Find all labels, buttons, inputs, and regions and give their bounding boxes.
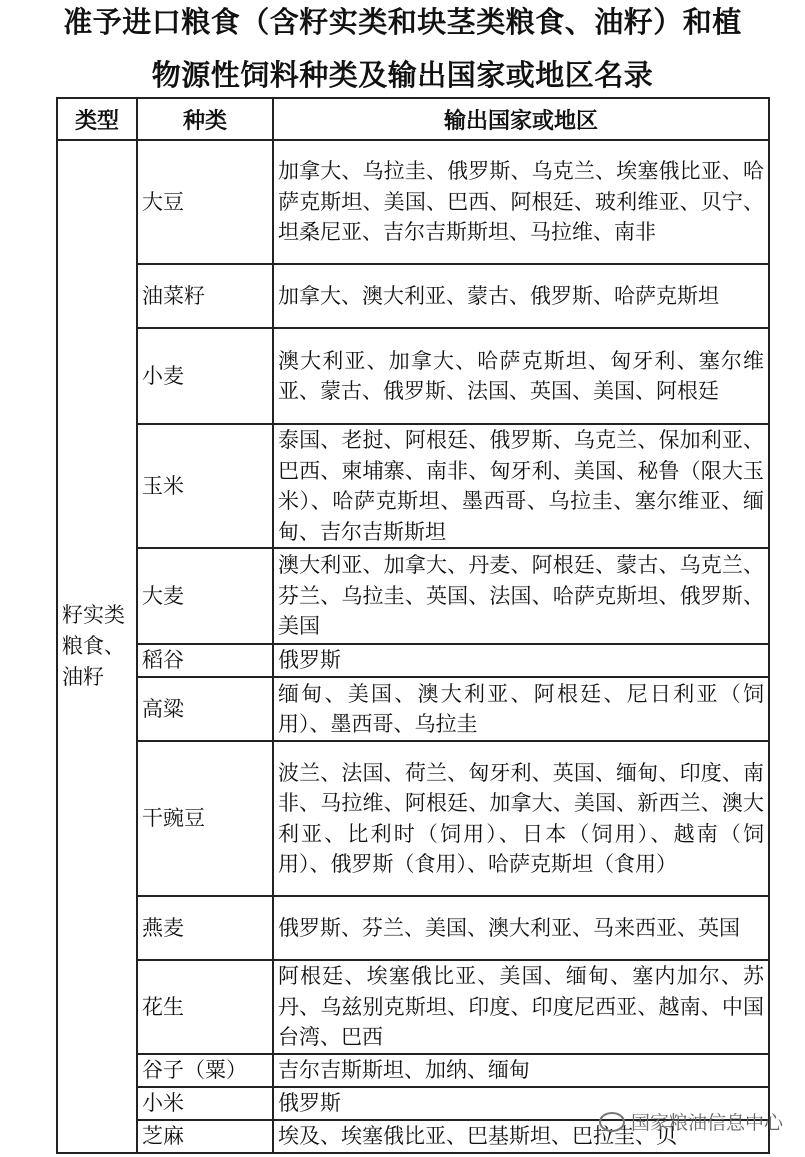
page-title-line-1: 准予进口粮食（含籽实类和块茎类粮食、油籽）和植	[63, 5, 742, 39]
table-row	[57, 1054, 769, 1087]
countries-cell: 阿根廷、埃塞俄比亚、美国、缅甸、塞内加尔、苏丹、乌兹别克斯坦、印度、印度尼西亚、越南、中国台湾、巴西	[273, 960, 769, 1054]
category-cell: 谷子（粟）	[137, 1054, 273, 1087]
category-cell: 油菜籽	[137, 264, 273, 328]
table-row	[57, 896, 769, 960]
table-row	[57, 264, 769, 328]
table-row	[57, 644, 769, 677]
countries-cell: 泰国、老挝、阿根廷、俄罗斯、乌克兰、保加利亚、巴西、柬埔寨、南非、匈牙利、美国、秘鲁（限大玉米）、哈萨克斯坦、墨西哥、乌拉圭、塞尔维亚、缅甸、吉尔吉斯斯坦	[273, 424, 769, 548]
header-type: 类型	[57, 98, 137, 140]
countries-cell: 埃及、埃塞俄比亚、巴基斯坦、巴拉圭、贝	[273, 1120, 769, 1153]
category-cell: 花生	[137, 960, 273, 1054]
table-row	[57, 741, 769, 896]
countries-cell: 加拿大、乌拉圭、俄罗斯、乌克兰、埃塞俄比亚、哈萨克斯坦、美国、巴西、阿根廷、玻利维亚、贝宁、坦桑尼亚、吉尔吉斯斯坦、马拉维、南非	[273, 140, 769, 264]
table-row	[57, 677, 769, 741]
countries-cell: 加拿大、澳大利亚、蒙古、俄罗斯、哈萨克斯坦	[273, 264, 769, 328]
category-cell: 高粱	[137, 677, 273, 741]
countries-cell: 俄罗斯	[273, 644, 769, 677]
category-cell: 小麦	[137, 328, 273, 424]
header-countries: 输出国家或地区	[273, 98, 769, 140]
category-cell: 大麦	[137, 548, 273, 644]
table-row	[57, 328, 769, 424]
countries-cell: 澳大利亚、加拿大、丹麦、阿根廷、蒙古、乌克兰、芬兰、乌拉圭、英国、法国、哈萨克斯坦、俄罗斯、美国	[273, 548, 769, 644]
countries-cell: 吉尔吉斯斯坦、加纳、缅甸	[273, 1054, 769, 1087]
type-cell: 籽实类粮食、油籽	[57, 140, 137, 1153]
header-category: 种类	[137, 98, 273, 140]
category-cell: 玉米	[137, 424, 273, 548]
table-row	[57, 140, 769, 264]
countries-cell: 俄罗斯	[273, 1087, 769, 1120]
category-cell: 芝麻	[137, 1120, 273, 1153]
category-cell: 小米	[137, 1087, 273, 1120]
table-row	[57, 548, 769, 644]
import-list-table	[56, 97, 770, 1154]
category-cell: 燕麦	[137, 896, 273, 960]
table-header-row	[57, 98, 769, 140]
countries-cell: 波兰、法国、荷兰、匈牙利、英国、缅甸、印度、南非、马拉维、阿根廷、加拿大、美国、新西兰、澳大利亚、比利时（饲用）、日本（饲用）、越南（饲用）、俄罗斯（食用）、哈萨克斯坦（食用）	[273, 741, 769, 896]
countries-cell: 缅甸、美国、澳大利亚、阿根廷、尼日利亚（饲用）、墨西哥、乌拉圭	[273, 677, 769, 741]
table-row	[57, 960, 769, 1054]
table-row	[57, 424, 769, 548]
page-title-line-2: 物源性饲料种类及输出国家或地区名录	[151, 58, 654, 92]
watermark	[599, 1108, 783, 1135]
countries-cell: 俄罗斯、芬兰、美国、澳大利亚、马来西亚、英国	[273, 896, 769, 960]
countries-cell: 澳大利亚、加拿大、哈萨克斯坦、匈牙利、塞尔维亚、蒙古、俄罗斯、法国、英国、美国、阿根廷	[273, 328, 769, 424]
category-cell: 稻谷	[137, 644, 273, 677]
category-cell: 干豌豆	[137, 741, 273, 896]
wechat-icon	[599, 1112, 625, 1132]
watermark-text: 国家粮油信息中心	[630, 1112, 783, 1134]
category-cell: 大豆	[137, 140, 273, 264]
